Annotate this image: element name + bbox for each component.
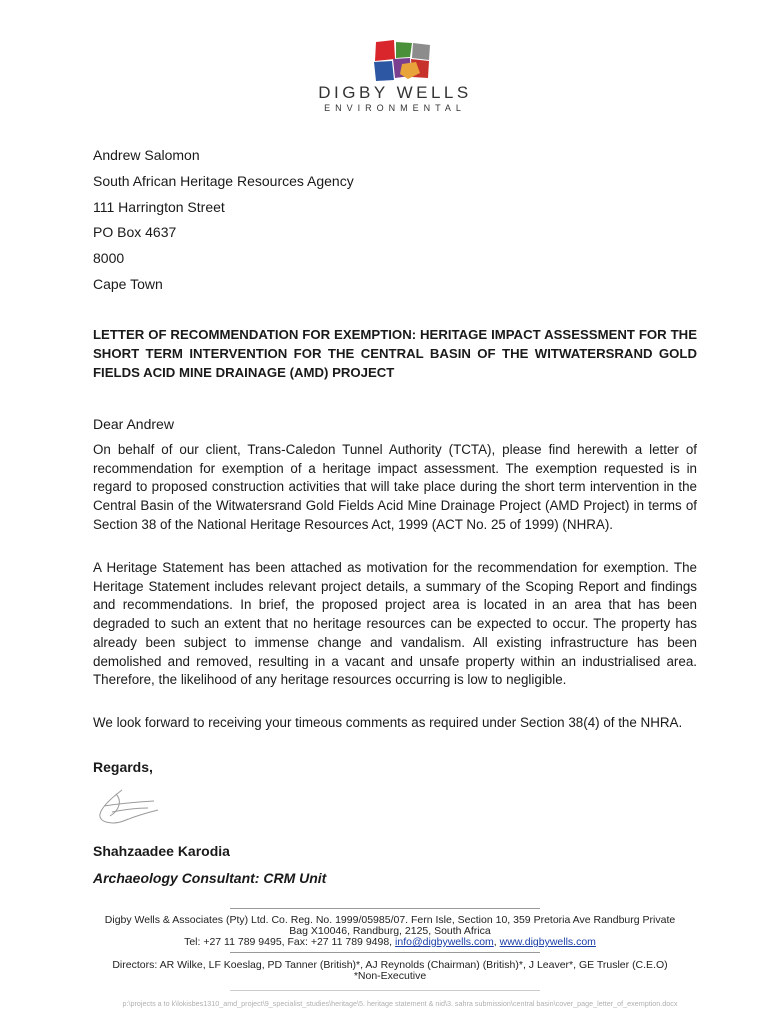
footer-divider [230,908,540,909]
footer-contact-line [80,936,700,948]
footer-non-executive: *Non-Executive [353,970,427,982]
regards: Regards, [93,759,153,775]
letter-subject: LETTER OF RECOMMENDATION FOR EXEMPTION: HERITAGE IMPACT ASSESSMENT FOR THE SHORT TERM INTERVENTION FOR THE CENTRAL BASIN OF THE WITWATERSRAND GOLD FIELDS ACID MINE DRAINAGE (AMD) PROJECT [93,327,697,380]
company-subtitle: ENVIRONMENTAL [324,103,466,113]
footer-website-link[interactable]: www.digbywells.com [499,936,596,948]
signer-name: Shahzaadee Karodia [93,843,230,859]
footer-divider-3 [230,990,540,991]
body-paragraph-3: We look forward to receiving your timeous comments as required under Section 38(4) of the NHRA. [93,715,683,730]
recipient-postal-code: 8000 [93,250,125,266]
greeting: Dear Andrew [93,416,174,432]
recipient-pobox: PO Box 4637 [93,224,177,240]
footer-divider-2 [230,952,540,953]
document-file-path: p:\projects a to k\lokisbes1310_amd_project\9_specialist_studies\heritage\5. heritage statement & nid\3. sahra submission\central basin\cover_page_letter_of_exemption.docx [122,999,678,1008]
recipient-name: Andrew Salomon [93,147,200,163]
footer-separator: , [493,936,500,948]
recipient-city: Cape Town [93,276,163,292]
signer-role: Archaeology Consultant: CRM Unit [93,870,327,886]
footer-company-line: Digby Wells & Associates (Pty) Ltd. Co. Reg. No. 1999/05985/07. Fern Isle, Section 10, 359 Pretoria Ave Randburg Private [104,914,676,926]
body-paragraph-1: On behalf of our client, Trans-Caledon Tunnel Authority (TCTA), please find herewith a letter of recommendation for exemption of a heritage impact assessment. The exemption requested is in regard to proposed construction activities that will take place during the short term intervention in the Central Basin of the Witwatersrand Gold Fields Acid Mine Drainage Project (AMD Project) in terms of Section 38 of the National Heritage Resources Act, 1999 (ACT No. 25 of 1999) (NHRA). [93,442,697,532]
body-paragraph-2: A Heritage Statement has been attached as motivation for the recommendation for exemption. The Heritage Statement includes relevant project details, a summary of the Scoping Report and findings and recommendations. In brief, the proposed project area is located in an area that has been degraded to such an extent that no heritage resources can be expected to occur. The property has already been subject to immense change and vandalism. All existing infrastructure has been demolished and removed, resulting in a vacant and unsafe property within an industrialised area. Therefore, the likelihood of any heritage resources occurring is low to negligible. [93,560,697,688]
footer-phone-fax: Tel: +27 11 789 9495, Fax: +27 11 789 9498, [184,936,396,948]
digby-wells-logo-icon [372,40,432,82]
recipient-org: South African Heritage Resources Agency [93,173,354,189]
footer-email-link[interactable]: info@digbywells.com [395,936,494,948]
company-name: DIGBY WELLS [318,83,472,102]
footer-address-line: Bag X10046, Randburg, 2125, South Africa [289,925,491,937]
footer-directors: Directors: AR Wilke, LF Koeslag, PD Tanner (British)*, AJ Reynolds (Chairman) (British)*, J Leaver*, GE Trusler (C.E.O) [112,959,668,971]
recipient-street: 111 Harrington Street [93,199,225,215]
handwritten-signature-icon [92,786,162,830]
